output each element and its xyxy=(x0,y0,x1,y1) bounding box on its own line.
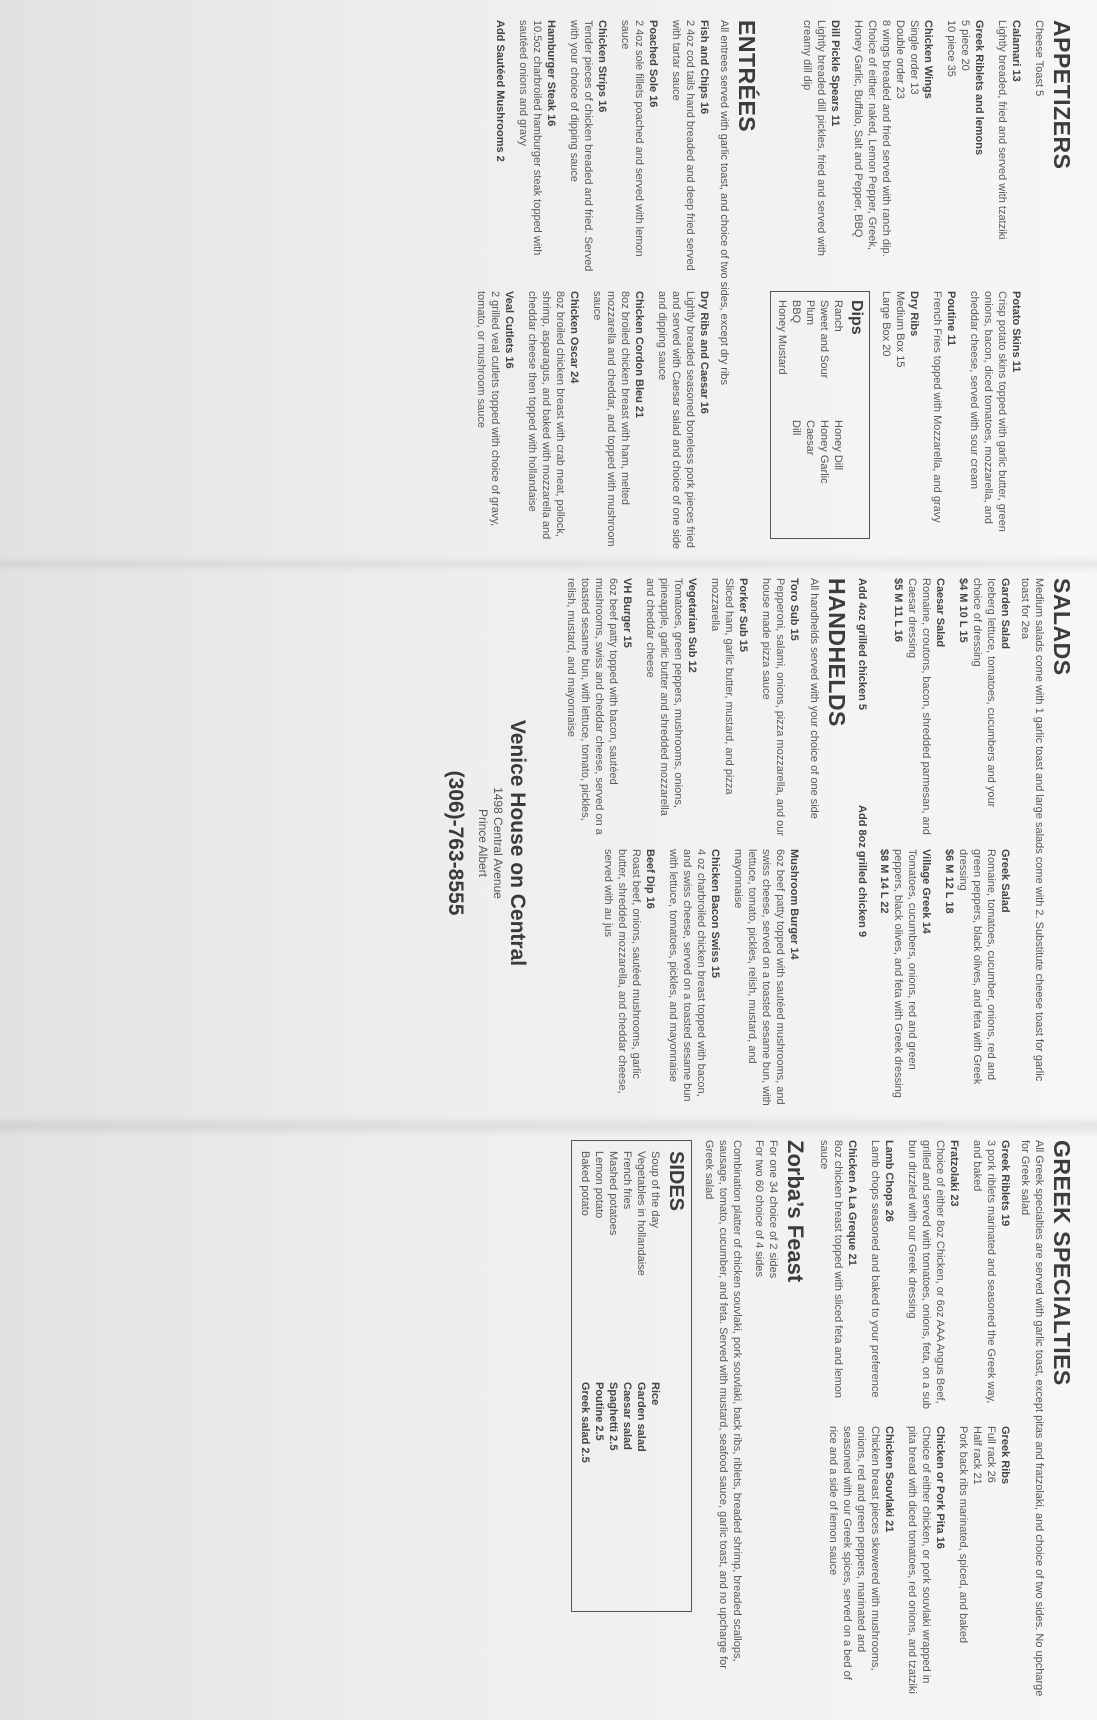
item-name: Village Greek 14 xyxy=(920,849,932,934)
menu-item xyxy=(525,291,581,550)
cheese-toast: Cheese Toast 5 xyxy=(1033,20,1045,97)
item-name: Fish and Chips 16 xyxy=(698,20,710,115)
greek-col-1 xyxy=(808,1140,1012,1414)
menu-item xyxy=(944,20,986,279)
menu-item xyxy=(826,1426,896,1700)
item-name: VH Burger 15 xyxy=(621,578,633,648)
item-name: Chicken Souvlaki 21 xyxy=(883,1426,895,1533)
menu-item xyxy=(879,291,921,550)
entrees-columns xyxy=(465,20,711,550)
menu-item xyxy=(474,291,516,550)
menu-item xyxy=(618,20,660,279)
greek-col-2 xyxy=(808,1426,1012,1700)
item-name: Greek Riblets and lemons xyxy=(973,20,985,156)
entrees-title: ENTRÉES xyxy=(734,20,760,133)
appetizers-col-1 xyxy=(762,20,1023,279)
side-item: Garden salad xyxy=(635,1382,647,1452)
item-option: Medium Box 15 xyxy=(894,291,906,368)
menu-item xyxy=(669,20,711,279)
menu-item xyxy=(970,1140,1012,1414)
menu-item xyxy=(877,849,933,1108)
salads-col-1 xyxy=(868,578,1012,837)
item-name: Chicken Wings xyxy=(922,20,934,99)
item-name: Fratzolaki 23 xyxy=(948,1140,960,1207)
item-description: 8oz broiled chicken breast with ham, melted mozzarella and cheddar, and topped with mushroom sauce xyxy=(591,291,631,547)
dip-item: Caesar xyxy=(804,420,816,456)
sides-title: SIDES xyxy=(665,1151,687,1212)
item-description: Crisp potato skins topped with garlic butter, green onions, bacon, diced tomatoes, mozzarella, and cheddar cheese, served with sour cream xyxy=(968,291,1008,532)
item-description: 10.5oz charbroiled hamburger steak topped with sautéed onions and gravy xyxy=(517,20,543,256)
side-item: Caesar salad xyxy=(621,1382,633,1450)
sides-box xyxy=(571,1140,692,1612)
dip-item: Honey Garlic xyxy=(818,420,830,484)
side-item: Lemon potato xyxy=(593,1151,605,1219)
item-name: Vegetarian Sub 12 xyxy=(686,578,698,673)
dip-item: BBQ xyxy=(790,300,802,324)
item-name: Caesar Salad xyxy=(934,578,946,648)
side-item: Baked potato xyxy=(579,1151,591,1216)
venue-info xyxy=(443,578,529,1108)
item-name: Veal Cutlets 16 xyxy=(503,291,515,369)
feast-for-one: For one 34 choice of 2 sides xyxy=(767,1140,779,1279)
item-name: Chicken or Pork Pita 16 xyxy=(934,1426,946,1549)
item-option: Large Box 20 xyxy=(880,291,892,357)
item-description: 2 4oz cod tails hand breaded and deep fried served with tartar sauce xyxy=(670,20,696,271)
item-name: Garden Salad xyxy=(999,578,1011,649)
item-option: Double order 23 xyxy=(894,20,906,99)
item-price: $4 M 10 L 15 xyxy=(957,578,969,643)
item-name: Poached Sole 16 xyxy=(647,20,659,108)
menu-item xyxy=(956,578,1012,837)
menu-item xyxy=(601,849,657,1108)
side-item: Spaghetti 2.5 xyxy=(607,1382,619,1451)
item-name: Porker Sub 15 xyxy=(737,578,749,652)
greek-note: All Greek specialties are served with garlic toast, except pitas and fratzolaki, and choice of two sides. No upcharge for Greek salad xyxy=(1019,1140,1045,1697)
item-description: 6oz beef patty topped with sautéed mushrooms, and swiss cheese, served on a toasted sesame bun, with lettuce, tomato, pickles, relish, mustard, and mayonnaise xyxy=(732,849,786,1106)
handhelds-title: HANDHELDS xyxy=(824,578,850,727)
fold-line xyxy=(0,555,1097,573)
venue-phone: (306)-763-8555 xyxy=(444,770,467,916)
addon-8oz-chicken: Add 8oz grilled chicken 9 xyxy=(856,805,868,938)
appetizers-col-2 xyxy=(762,291,1023,550)
menu-item xyxy=(567,20,609,279)
dip-item: Plum xyxy=(804,300,816,326)
item-name: Lamb Chops 26 xyxy=(883,1140,895,1222)
item-price: $5 M 11 L 16 xyxy=(892,578,904,643)
item-description: Choice of either chicken, or pork souvlaki wrapped in pita bread with diced tomatoes, red onions, and tzatziki xyxy=(906,1426,932,1694)
sides-col-2 xyxy=(578,1382,662,1601)
salads-columns xyxy=(868,578,1012,1108)
menu-item xyxy=(942,849,1012,1108)
handhelds-columns xyxy=(555,578,801,1108)
dip-item xyxy=(775,420,789,530)
menu-item xyxy=(967,291,1023,550)
item-name: Greek Ribs xyxy=(999,1426,1011,1485)
item-description: 6oz beef patty topped with bacon, sautéed mushrooms, swiss and cheddar cheese, served on a toasted sesame bun, with lettuce, tomato, pickles, relish, mustard, and mayonnaise xyxy=(565,578,619,835)
greek-columns xyxy=(808,1140,1012,1700)
feast-description: Combination platter of chicken souvlaki, pork souvlaki, back ribs, riblets, breaded shrimp, breaded scallops, sausage, tomato, cucumber, and feta. Served with mustard, seafood sauce, garlic toast, and no upcharge for Greek salad xyxy=(703,1140,743,1669)
menu-item xyxy=(666,849,722,1108)
item-description: Choice of either 8oz Chicken, or 6oz AAA Angus Beef, grilled and served with tomatoes, onions, feta, on a sub bun drizzled with our Greek dressing xyxy=(906,1140,946,1410)
item-description: Roast beef, onions, sautéed mushrooms, garlic butter, shredded mozzarella, and cheddar cheese, served with au jus xyxy=(602,849,642,1094)
menu-item xyxy=(564,578,634,837)
menu-item xyxy=(851,20,935,279)
item-description: Tomatoes, green peppers, mushrooms, onions, pineapple, garlic butter and shredded mozzarella and cheddar cheese xyxy=(644,578,684,816)
dip-item: Honey Mustard xyxy=(776,300,788,375)
item-name: Hamburger Steak 16 xyxy=(545,20,557,127)
menu-item xyxy=(905,1426,947,1700)
menu-item xyxy=(905,1140,961,1414)
item-price: $8 M 14 L 22 xyxy=(878,849,890,914)
item-description: 4 oz charbroiled chicken breast topped with bacon, and swiss cheese, served on a toasted sesame bun with lettuce, tomatoes, pickles, and mayonnaise xyxy=(667,849,707,1102)
venue-name: Venice House on Central xyxy=(506,719,529,967)
entrees-note: All entrees served with garlic toast, and choice of two sides, except dry ribs xyxy=(718,20,730,386)
item-option: Full rack 26 xyxy=(985,1426,997,1483)
dip-item: Sweet and Sour xyxy=(818,300,830,379)
dips-box xyxy=(770,291,870,539)
item-name: Chicken Bacon Swiss 15 xyxy=(709,849,721,978)
menu-item xyxy=(731,849,801,1108)
entrees-col-1 xyxy=(465,20,711,279)
feast-section xyxy=(702,1140,808,1700)
item-name: Add Sautéed Mushrooms 2 xyxy=(494,20,506,162)
item-description: Lamb chops seasoned and baked to your preference xyxy=(869,1140,881,1398)
item-name: Poutine 11 xyxy=(945,291,957,347)
item-option: Half rack 21 xyxy=(971,1426,983,1485)
side-item: Mashed potatoes xyxy=(607,1151,619,1236)
dips-list xyxy=(775,300,845,530)
sides-list xyxy=(578,1151,662,1601)
appetizers-columns xyxy=(762,20,1023,550)
item-name: Calamari 13 xyxy=(1010,20,1022,82)
item-description: Romaine, croutons, bacon, shredded parmesan, and Caesar dressing xyxy=(906,578,932,835)
item-name: Potato Skins 11 xyxy=(1010,291,1022,373)
side-item: Rice xyxy=(649,1382,661,1406)
item-name: Beef Dip 16 xyxy=(644,849,656,909)
item-option: 10 piece 35 xyxy=(945,20,957,77)
side-item: French fries xyxy=(621,1151,633,1210)
menu-item xyxy=(708,578,750,837)
item-name: Greek Salad xyxy=(999,849,1011,913)
item-name: Dill Pickle Spears 11 xyxy=(829,20,841,127)
salads-col-2 xyxy=(868,849,1012,1108)
feast-for-two: For two 60 choice of 4 sides xyxy=(753,1140,765,1277)
side-item: Greek salad 2.5 xyxy=(579,1382,591,1463)
item-description: Pork back ribs marinated, spiced, and baked xyxy=(957,1426,969,1644)
item-price: $6 M 12 L 18 xyxy=(943,849,955,914)
item-description: Romaine, tomatoes, cucumber, onions, red and green peppers, black olives, and feta with Greek dressing xyxy=(957,849,997,1085)
salads-note: Medium salads come with 1 garlic toast and large salads come with 2. Substitute cheese toast for garlic toast for 2ea xyxy=(1019,578,1045,1082)
item-name: Chicken Cordon Bleu 21 xyxy=(633,291,645,419)
venue-address-street: 1498 Central Avenue xyxy=(491,787,505,899)
item-description: Chicken breast pieces skewered with mushrooms, onions, red and green peppers, marinated and seasoned with our Greek spices, served on a bed of rice and a side of lemon sauce xyxy=(827,1426,881,1680)
menu-item xyxy=(643,578,699,837)
menu-item xyxy=(493,20,507,279)
greek-title: GREEK SPECIALTIES xyxy=(1049,1140,1075,1386)
item-description: Tender pieces of chicken breaded and fried. Served with your choice of dipping sauce xyxy=(568,20,594,272)
item-description: French Fries topped with Mozzarella, and gravy xyxy=(931,291,943,523)
appetizers-title: APPETIZERS xyxy=(1049,20,1075,170)
item-name: Chicken Oscar 24 xyxy=(568,291,580,384)
dip-item: Dill xyxy=(790,420,802,436)
menu-item xyxy=(817,1140,859,1414)
handhelds-col-1 xyxy=(555,578,801,837)
item-name: Chicken Strips 16 xyxy=(596,20,608,113)
addon-4oz-chicken: Add 4oz grilled chicken 5 xyxy=(856,578,868,711)
menu-item xyxy=(930,291,958,550)
item-description: Lightly breaded, fried and served with tzatziki xyxy=(996,20,1008,240)
fold-line xyxy=(0,1115,1097,1137)
menu-item xyxy=(590,291,646,550)
menu-item xyxy=(995,20,1023,279)
item-description: Lightly breaded seasoned boneless pork pieces fried and served with Caesar salad and choice of one side and dipping sauce xyxy=(656,291,696,550)
item-description: Iceberg lettuce, tomatoes, cucumbers and your choice of dressing xyxy=(971,578,997,808)
dip-item: Ranch xyxy=(832,300,844,332)
menu-item xyxy=(800,20,842,279)
item-name: Chicken A La Greque 21 xyxy=(846,1140,858,1266)
item-name: Mushroom Burger 14 xyxy=(788,849,800,960)
item-description: Lightly breaded dill pickles, fried and served with creamy dill dip xyxy=(801,20,827,257)
side-item: Vegetables in hollandaise xyxy=(635,1151,647,1276)
item-name: Greek Riblets 19 xyxy=(999,1140,1011,1227)
menu-item xyxy=(759,578,801,837)
item-name: Dry Ribs and Caesar 16 xyxy=(698,291,710,414)
menu-item xyxy=(655,291,711,550)
item-description: 2 4oz sole fillets poached and served with lemon sauce xyxy=(619,20,645,257)
panel-right xyxy=(0,1140,1097,1700)
side-item: Poutine 2.5 xyxy=(593,1382,605,1441)
salads-title: SALADS xyxy=(1049,578,1075,676)
panel-middle xyxy=(0,578,1097,1108)
entrees-col-2 xyxy=(465,291,711,550)
side-item: Soup of the day xyxy=(649,1151,661,1229)
item-option: Single order 13 xyxy=(908,20,920,95)
item-description: Tomatoes, cucumbers, onions, red and green peppers, black olives, and feta with Greek dressing xyxy=(892,849,918,1098)
dip-item: Honey Dill xyxy=(832,420,844,471)
panel-left xyxy=(0,20,1097,550)
item-description: 2 grilled veal cutlets topped with choice of gravy, tomato, or mushroom sauce xyxy=(475,291,501,527)
handhelds-col-2 xyxy=(555,849,801,1108)
item-option: 5 piece 20 xyxy=(959,20,971,71)
item-description: Pepperoni, salami, onions, pizza mozzarella, and our house made pizza sauce xyxy=(760,578,786,837)
venue-address-city: Prince Albert xyxy=(476,808,490,878)
menu-item xyxy=(956,1426,1012,1700)
sides-col-1 xyxy=(578,1151,662,1370)
item-description: 8oz chicken breast topped with sliced feta and lemon sauce xyxy=(818,1140,844,1399)
item-description: 8 wings breaded and fried served with ranch dip. Choice of either: naked, Lemon Pepper, Greek, Honey Garlic, Buffalo, Salt and Pepper, BBQ xyxy=(852,20,892,257)
menu-item xyxy=(868,1140,896,1414)
dips-title: Dips xyxy=(848,300,865,335)
item-description: 8oz broiled chicken breast with crab meat, pollock, shrimp, asparagus, and baked with mozzarella and cheddar cheese then topped with hollandaise xyxy=(526,291,566,540)
menu-item xyxy=(516,20,558,279)
item-name: Toro Sub 15 xyxy=(788,578,800,641)
feast-title: Zorba’s Feast xyxy=(783,1140,808,1283)
handhelds-note: All handhelds served with your choice of one side xyxy=(808,578,820,819)
menu-item xyxy=(891,578,947,837)
item-description: Sliced ham, garlic butter, mustard, and pizza mozzarella xyxy=(709,578,735,795)
item-description: 3 pork riblets marinated and seasoned the Greek way, and baked xyxy=(971,1140,997,1404)
salad-addons xyxy=(856,578,868,1108)
item-name: Dry Ribs xyxy=(908,291,920,337)
